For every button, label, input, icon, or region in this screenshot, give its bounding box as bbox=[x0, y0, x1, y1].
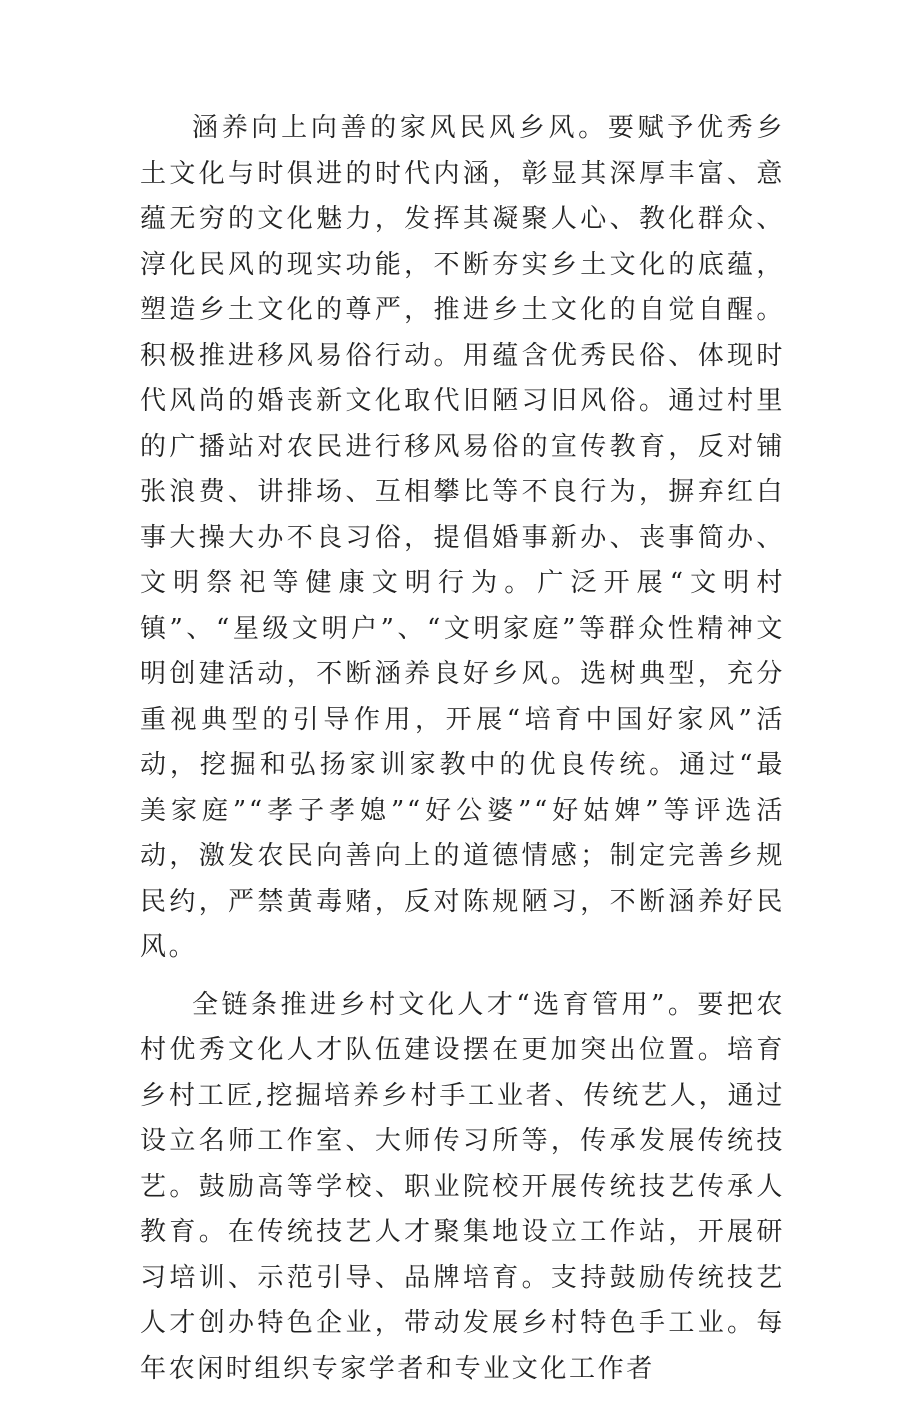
paragraph-family-customs: 涵养向上向善的家风民风乡风。要赋予优秀乡土文化与时俱进的时代内涵，彰显其深厚丰富、意蕴无穷的文化魅力，发挥其凝聚人心、教化群众、淳化民风的现实功能，不断夯实乡土文化的底蕴，塑造乡土文化的尊严，推进乡土文化的自觉自醒。积极推进移风易俗行动。用蕴含优秀民俗、体现时代风尚的婚丧新文化取代旧陋习旧风俗。通过村里的广播站对农民进行移风易俗的宣传教育，反对铺张浪费、讲排场、互相攀比等不良行为，摒弃红白事大操大办不良习俗，提倡婚事新办、丧事简办、文明祭祀等健康文明行为。广泛开展“文明村镇”、“星级文明户”、“文明家庭”等群众性精神文明创建活动，不断涵养良好乡风。选树典型，充分重视典型的引导作用，开展“培育中国好家风”活动，挖掘和弘扬家训家教中的优良传统。通过“最美家庭”“孝子孝媳”“好公婆”“好姑婢”等评选活动，激发农民向善向上的道德情感；制定完善乡规民约，严禁黄毒赌，反对陈规陋习，不断涵养好民风。 bbox=[140, 113, 785, 962]
document-body bbox=[140, 106, 785, 1404]
paragraph-rural-talent: 全链条推进乡村文化人才“选育管用”。要把农村优秀文化人才队伍建设摆在更加突出位置。培育乡村工匠,挖掘培养乡村手工业者、传统艺人，通过设立名师工作室、大师传习所等，传承发展传统技艺。鼓励高等学校、职业院校开展传统技艺传承人教育。在传统技艺人才聚集地设立工作站，开展研习培训、示范引导、品牌培育。支持鼓励传统技艺人才创办特色企业，带动发展乡村特色手工业。每年农闲时组织专家学者和专业文化工作者 bbox=[140, 989, 785, 1384]
